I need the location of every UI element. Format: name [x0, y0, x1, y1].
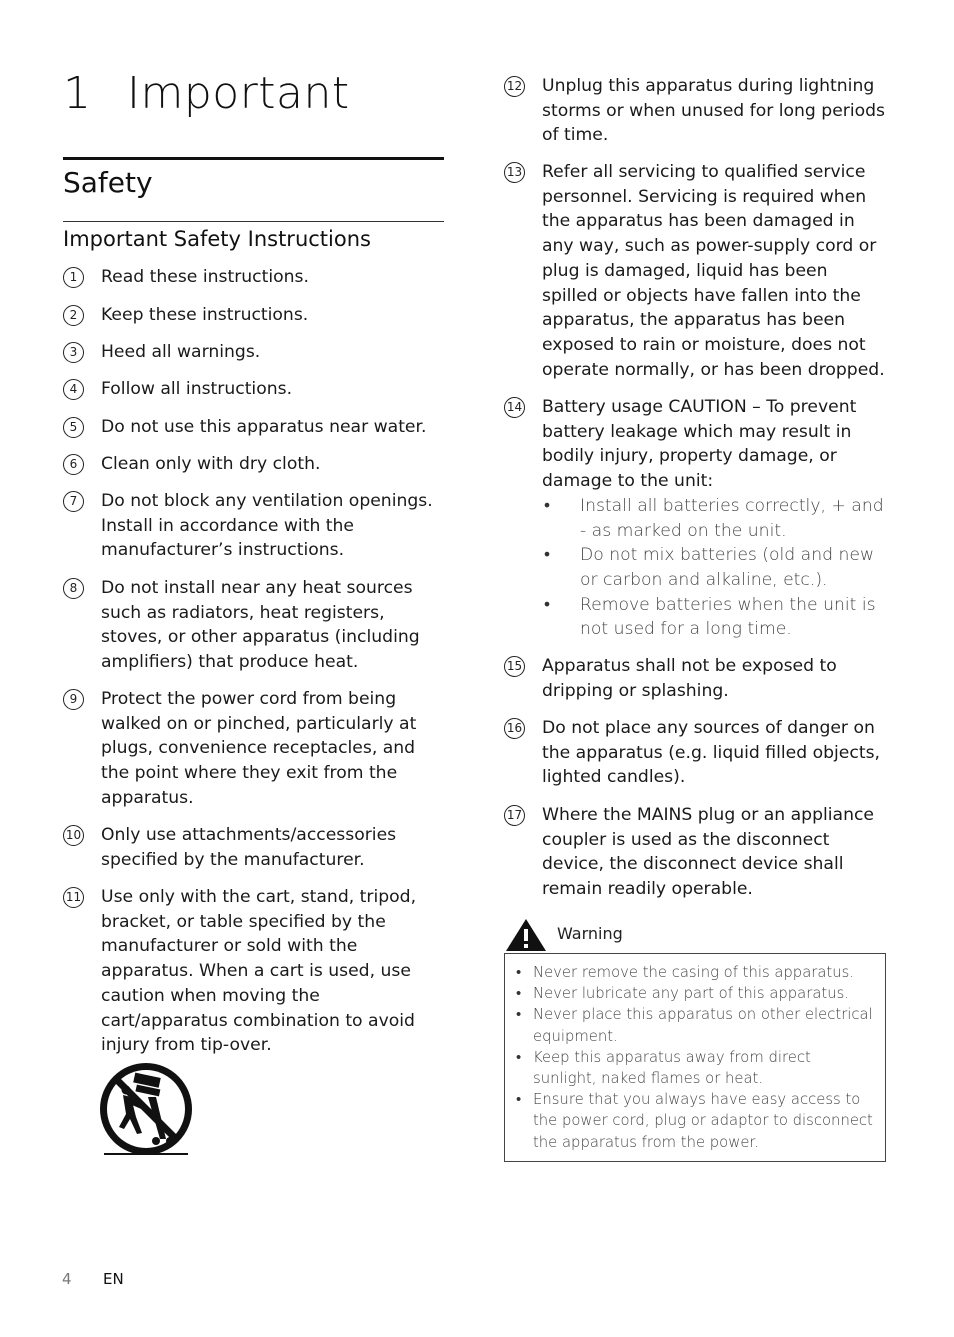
instruction-text-main: Battery usage CAUTION – To prevent battery leakage which may result in bodily injury, property damage, or damage to the unit: [542, 397, 857, 492]
warning-label: Warning [557, 924, 623, 943]
item-number-badge: 9 [63, 689, 84, 710]
warning-item: • Never place this apparatus on other electrical equipment. [515, 1004, 875, 1046]
item-number-badge: 5 [63, 417, 84, 438]
item-number-badge: 2 [63, 305, 84, 326]
bullet-item: • Install all batteries correctly, + and - as marked on the unit. [542, 494, 886, 543]
instruction-text: Where the MAINS plug or an appliance coupler is used as the disconnect device, the disconnect device shall remain readily operable. [542, 805, 874, 900]
warning-list [515, 962, 875, 1153]
instruction-text: Unplug this apparatus during lightning storms or when unused for long periods of time. [542, 76, 886, 146]
item-number-badge: 12 [504, 76, 525, 97]
warning-header [504, 917, 886, 953]
instruction-text: Use only with the cart, stand, tripod, bracket, or table specified by the manufacturer or sold with the apparatus. When a cart is used, use caution when moving the cart/apparatus combination to avoid injury from tip-over. [101, 887, 417, 1056]
instruction-text: Do not use this apparatus near water. [101, 417, 427, 437]
instruction-text: Apparatus shall not be exposed to dripping or splashing. [542, 656, 837, 701]
warning-item: • Never remove the casing of this apparatus. [515, 962, 875, 983]
warning-triangle-icon [504, 917, 548, 953]
item-number-badge: 15 [504, 656, 525, 677]
warning-box [504, 953, 886, 1162]
section-rule [63, 221, 444, 222]
instruction-text: Follow all instructions. [101, 379, 293, 399]
item-number-badge: 14 [504, 397, 525, 418]
section-title: Safety [63, 166, 153, 199]
item-number-badge: 1 [63, 267, 84, 288]
item-number-badge: 6 [63, 454, 84, 475]
instruction-text: Do not install near any heat sources such as radiators, heat registers, stoves, or other apparatus (including amplifiers) that produce heat. [101, 578, 420, 673]
language-code: EN [103, 1270, 124, 1288]
instruction-text: Read these instructions. [101, 267, 309, 287]
warning-item: • Ensure that you always have easy access to the power cord, plug or adaptor to disconnect the apparatus from the power. [515, 1089, 875, 1153]
chapter-number: 1 [63, 68, 92, 119]
item-number-badge: 7 [63, 491, 84, 512]
instruction-text: Do not place any sources of danger on the apparatus (e.g. liquid filled objects, lighted candles). [542, 718, 880, 788]
item-number-badge: 8 [63, 578, 84, 599]
page-number: 4 [62, 1270, 72, 1288]
bullet-item: • Remove batteries when the unit is not used for a long time. [542, 593, 886, 642]
instruction-text: Clean only with dry cloth. [101, 454, 321, 474]
instruction-text: Keep these instructions. [101, 305, 309, 325]
heading-rule [63, 157, 444, 160]
instruction-text: Do not block any ventilation openings. Install in accordance with the manufacturer’s instructions. [101, 491, 433, 561]
item-number-badge: 4 [63, 379, 84, 400]
battery-bullets [542, 494, 886, 642]
item-number-badge: 10 [63, 825, 84, 846]
instruction-text: Only use attachments/accessories specified by the manufacturer. [101, 825, 397, 870]
item-number-badge: 16 [504, 718, 525, 739]
instruction-text: Refer all servicing to qualified service personnel. Servicing is required when the apparatus has been damaged in any way, such as power-supply cord or plug is damaged, liquid has been spilled or objects have fallen into the apparatus, the apparatus has been exposed to rain or moisture, does not operate normally, or has been dropped. [542, 162, 885, 380]
instruction-text: Protect the power cord from being walked on or pinched, particularly at plugs, convenience receptacles, and the point where they exit from the apparatus. [101, 689, 417, 808]
item-number-badge: 17 [504, 805, 525, 826]
bullet-item: • Do not mix batteries (old and new or carbon and alkaline, etc.). [542, 543, 886, 592]
warning-item: • Keep this apparatus away from direct sunlight, naked flames or heat. [515, 1047, 875, 1089]
chapter-title: Important [127, 68, 350, 119]
item-number-badge: 11 [63, 887, 84, 908]
instruction-text: Heed all warnings. [101, 342, 261, 362]
item-number-badge: 3 [63, 342, 84, 363]
chapter-heading [63, 68, 350, 119]
cart-tip-over-icon [96, 1057, 196, 1162]
subsection-title: Important Safety Instructions [63, 227, 371, 251]
warning-item: • Never lubricate any part of this apparatus. [515, 983, 875, 1004]
instruction-text [542, 395, 886, 642]
item-number-badge: 13 [504, 162, 525, 183]
